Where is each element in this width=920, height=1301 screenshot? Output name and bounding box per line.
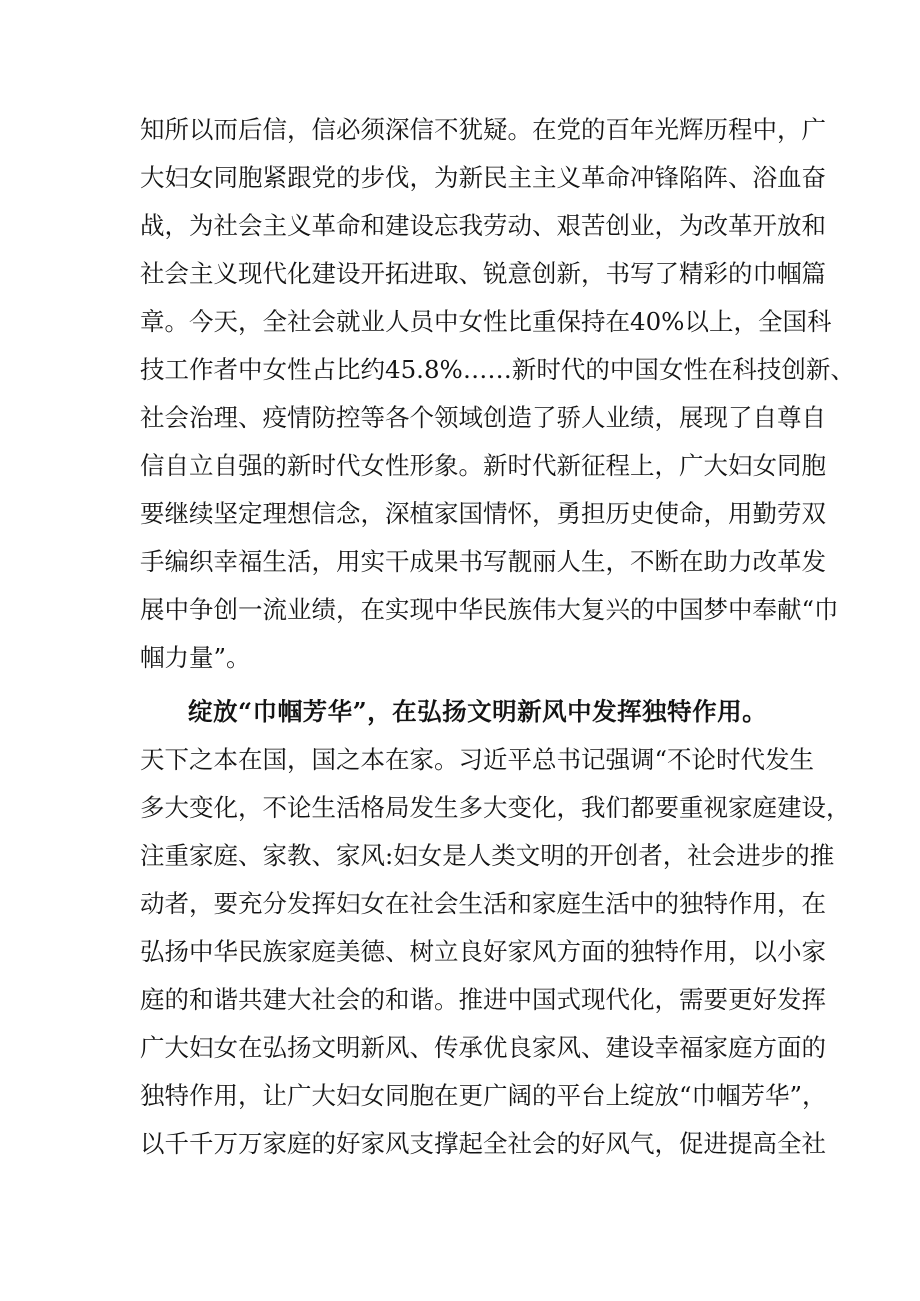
paragraph-line: 社会主义现代化建设开拓进取、锐意创新，书写了精彩的巾帼篇 [140, 259, 826, 288]
paragraph-line: 知所以而后信，信必须深信不犹疑。在党的百年光辉历程中，广 [140, 115, 826, 144]
paragraph-line: 战，为社会主义革命和建设忘我劳动、艰苦创业，为改革开放和 [140, 211, 826, 240]
paragraph-line: 天下之本在国，国之本在家。习近平总书记强调“不论时代发生 [140, 745, 815, 774]
paragraph-line: 手编织幸福生活，用实干成果书写靓丽人生，不断在助力改革发 [140, 547, 826, 576]
paragraph-line: 大妇女同胞紧跟党的步伐，为新民主主义革命冲锋陷阵、浴血奋 [140, 163, 826, 192]
paragraph-line: 技工作者中女性占比约45.8%……新时代的中国女性在科技创新、 [140, 355, 855, 384]
paragraph-line: 展中争创一流业绩，在实现中华民族伟大复兴的中国梦中奉献“巾 [140, 595, 839, 624]
paragraph-line: 动者，要充分发挥妇女在社会生活和家庭生活中的独特作用，在 [140, 889, 826, 918]
section-heading: 绽放“巾帼芳华”，在弘扬文明新风中发挥独特作用。 [188, 697, 768, 726]
paragraph-line: 庭的和谐共建大社会的和谐。推进中国式现代化，需要更好发挥 [140, 985, 826, 1014]
paragraph-line: 要继续坚定理想信念，深植家国情怀，勇担历史使命，用勤劳双 [140, 499, 826, 528]
paragraph-line: 章。今天，全社会就业人员中女性比重保持在40%以上，全国科 [140, 307, 832, 336]
paragraph-line: 广大妇女在弘扬文明新风、传承优良家风、建设幸福家庭方面的 [140, 1033, 826, 1062]
paragraph-line: 帼力量”。 [140, 643, 251, 672]
paragraph-line: 信自立自强的新时代女性形象。新时代新征程上，广大妇女同胞 [140, 451, 826, 480]
paragraph-line: 以千千万万家庭的好家风支撑起全社会的好风气，促进提高全社 [140, 1129, 826, 1158]
paragraph-line: 弘扬中华民族家庭美德、树立良好家风方面的独特作用，以小家 [140, 937, 826, 966]
paragraph-line: 社会治理、疫情防控等各个领域创造了骄人业绩，展现了自尊自 [140, 403, 826, 432]
paragraph-line: 注重家庭、家教、家风:妇女是人类文明的开创者，社会进步的推 [140, 841, 835, 870]
paragraph-line: 多大变化，不论生活格局发生多大变化，我们都要重视家庭建设， [140, 793, 851, 822]
paragraph-line: 独特作用，让广大妇女同胞在更广阔的平台上绽放“巾帼芳华”， [140, 1081, 827, 1110]
